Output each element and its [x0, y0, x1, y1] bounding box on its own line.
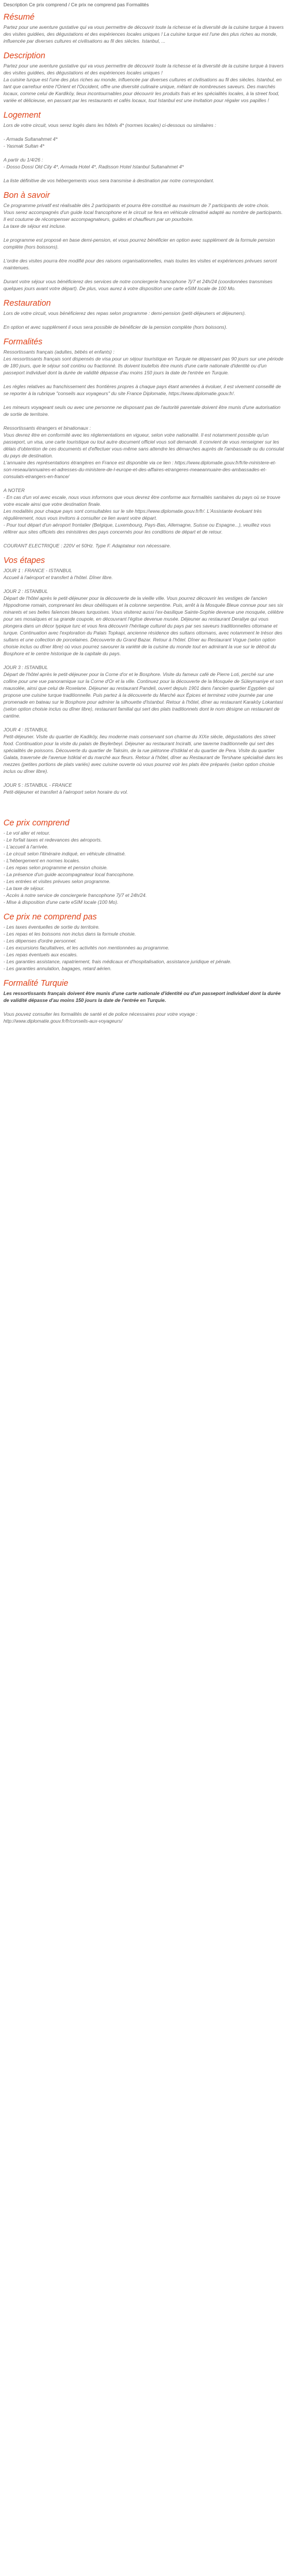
day-title: JOUR 2 : ISTANBUL [3, 588, 48, 594]
day-text: Petit-déjeuner et transfert à l'aéroport selon horaire du vol. [3, 789, 128, 795]
list-item: - Les repas selon programme et pension choisie. [3, 865, 108, 870]
bon-paragraph: Le programme est proposé en base demi-pension, et vous pourrez bénéficier en option avec supplément de la formule pension complète (hors boissons). [3, 237, 275, 250]
formalites-paragraph: - Pour tout départ d'un aéroport frontalier (Belgique, Luxembourg, Pays-Bas, Allemagne, Suisse ou Espagne...), veuillez vous référer aux sites officiels des ministères des pays concernés pour les conditions de départ et de retour. [3, 522, 271, 535]
comprend-list [3, 829, 285, 906]
logement-title: Logement [3, 111, 41, 120]
logement-hotel: - Dosso Dossi Old City 4*, Armada Hotel 4*, Radisson Hotel Istanbul Sultanahmet 4* [3, 164, 184, 170]
list-item: - Les garanties assistance, rapatriement, frais médicaux et d'hospitalisation, assistance juridique et pénale. [3, 959, 232, 964]
day-text: Départ de l'hôtel après le petit-déjeuner pour la découverte de la vieille ville. Vous pourrez découvrir les vestiges de l'ancien Hippodrome romain, comprenant les deux obélisques et la colonne serpentine. Puis, arrêt à la Mosquée Bleue connue pour ses six minarets et ses belles faïences bleues turquoises. Vous visiterez aussi l'ex-basilique Sainte-Sophie devenue une mosquée, célèbre pour ses mosaïques et sa grande coupole, en découvrant l'église devenue musée. Déjeuner au restaurant Deraliye qui vous plongera dans un décor typique turc et vous fera découvrir l'héritage culturel du pays par ses saveurs traditionnelles ottomane et turque. Continuation avec l'exploration du Palais Topkapi, ancienne résidence des sultans ottomans, avec notamment le trésor des sultans et une collection de porcelaines. Découverte du Grand Bazar. Retour à l'hôtel. Dîner au Restaurant Vogue (selon option choisie inclus ou dîner libre) où vous pourrez savourer la variété de la cuisine du monde tout en admirant la vue sur le détroit du Bosphore et le centre historique de la capitale du pays. [3, 595, 284, 656]
formalites-paragraph: - En cas d'un vol avec escale, nous vous informons que vous devrez être conforme aux formalités sanitaires du pays où se trouve votre escale ainsi que votre destination finale. [3, 494, 281, 507]
formalite-turquie-bold: Les ressortissants français doivent être munis d'une carte nationale d'identité ou d'un passeport individuel dont la durée de validité dépasse d'au moins 150 jours la date de l'entrée en Turquie. [3, 990, 281, 1003]
list-item: - La présence d'un guide accompagnateur local francophone. [3, 872, 135, 877]
bon-a-savoir-title: Bon à savoir [3, 191, 50, 200]
list-item: - Les excursions facultatives, et les activités non mentionnées au programme. [3, 945, 170, 951]
day-title: JOUR 4 : ISTANBUL [3, 727, 48, 733]
day-title: JOUR 3 : ISTANBUL [3, 664, 48, 670]
restauration-paragraph: Lors de votre circuit, vous bénéficierez des repas selon programme : demi-pension (petit-déjeuners et déjeuners). [3, 310, 246, 316]
bon-paragraph: Durant votre séjour vous bénéficierez des services de notre conciergerie francophone 7j/7 et 24h/24 (coordonnées transmises quelques jours avant votre départ). De plus, vous aurez à votre disposition une carte eSIM locale de 100 Mo. [3, 279, 272, 291]
description-title: Description [3, 51, 46, 61]
list-item: - L'accueil à l'arrivée. [3, 844, 49, 850]
list-item: - Le vol aller et retour. [3, 830, 51, 836]
logement-paragraph: Lors de votre circuit, vous serez logés dans les hôtels 4* (normes locales) ci-dessous ou similaires : [3, 122, 217, 128]
bon-paragraph: Il est coutume de récompenser accompagnateurs, guides et chauffeurs par un pourboire. [3, 216, 194, 222]
formalites-paragraph: Vous devrez être en conformité avec les réglementations en vigueur, selon votre nationalité. Il est notamment possible qu'un passeport, un visa, une carte touristique ou tout autre document officiel vous soit demandé. Il convient de vous renseigner sur les délais d'obtention de ces documents et d'effectuer vous-même sans attendre les démarches auprès de l'ambassade ou du consulat du pays de destination. [3, 432, 285, 459]
resume-title: Résumé [3, 13, 35, 22]
day-title: JOUR 5 : ISTANBUL - FRANCE [3, 782, 72, 788]
list-item: - Le forfait taxes et redevances des aéroports. [3, 837, 102, 843]
formalite-turquie-title: Formalité Turquie [3, 979, 69, 988]
restauration-title: Restauration [3, 299, 51, 308]
day-text: Accueil à l'aéroport et transfert à l'hôtel. Dîner libre. [3, 574, 113, 580]
ce-prix-comprend-title: Ce prix comprend [3, 818, 70, 828]
formalites-paragraph: Les mineurs voyageant seuls ou avec une personne ne disposant pas de l'autorité parentale doivent être munis d'une autorisation de sortie de territoire. [3, 404, 281, 417]
day-text: Départ de l'hôtel après le petit-déjeuner pour la Corne d'or et le Bosphore. Visite du fameux café de Pierre Loti, perché sur une colline pour une vue panoramique sur la Corne d'Or et la ville. Continuez pour la découverte de la Mosquée de Süleymaniye et son mausolée, ainsi que celui de Roxelane. Déjeuner au restaurant Pandeli, ouvert depuis 1901 dans l'ancien quartier Egyptien qui propose une cuisine turque traditionnelle. Puis partez à la découverte du Marché aux Épices et terminez votre journée par une promenade en bateau sur le Bosphore pour admirer la silhouette d'Istanbul. Retour à l'hôtel, dîner au restaurant Karaköy Lokantasi (selon option choisie inclus ou dîner libre), restaurant familial qui sert des plats traditionnels dont le nom désigne un restaurant de cantine. [3, 671, 283, 719]
bon-paragraph: Ce programme privatif est réalisable dès 2 participants et pourra être constitué au maximum de 7 participants de votre choix. [3, 202, 270, 208]
description-paragraph: Partez pour une aventure gustative qui va vous permettre de découvrir toute la richesse et la diversité de la cuisine turque à travers des visites guidées, des dégustations et des expériences locales uniques ! [3, 63, 284, 76]
courant-electrique: COURANT ELECTRIQUE : 220V et 50Hz. Type F. Adaptateur non nécessaire. [3, 543, 171, 549]
logement-hotel: - Yasmak Sultan 4* [3, 143, 44, 149]
list-item: - Les repas et les boissons non inclus dans la formule choisie. [3, 931, 136, 937]
list-item: - Le circuit selon l'itinéraire indiqué, en véhicule climatisé. [3, 851, 126, 857]
bon-paragraph: La taxe de séjour est incluse. [3, 223, 66, 229]
list-item: - Les dépenses d'ordre personnel. [3, 938, 77, 944]
vos-etapes-title: Vos étapes [3, 556, 46, 565]
logement-paragraph: A partir du 1/4/26 : [3, 157, 43, 163]
list-item: - Mise à disposition d'une carte eSIM locale (100 Mo). [3, 899, 119, 905]
list-item: - La taxe de séjour. [3, 885, 45, 891]
formalite-turquie-text: Vous pouvez consulter les formalités de santé et de police nécessaires pour votre voyage : http://www.diplomatie.gouv.fr/fr/conseils-aux-voyageurs/ [3, 1011, 198, 1024]
bon-paragraph: Vous serez accompagnés d'un guide local francophone et le circuit se fera en véhicule climatisé adapté au nombre de participants. [3, 209, 283, 215]
description-paragraph: La cuisine turque est l'une des plus riches au monde, influencée par diverses cultures et civilisations au fil des siècles. Istanbul, en tant que carrefour entre l'Orient et l'Occident, offre une diversité culinaire unique, mêlant de nombreuses saveurs. Des marchés locaux, comme celui de Kardiköy, lieux incontournables pour découvrir les produits frais et les spécialités locales, à la street food, variée et délicieuse, en passant par les restaurants et cafés locaux, tout Istanbul est une invitation pour régaler vos papilles ! [3, 77, 282, 103]
list-item: - Les entrées et visites prévues selon programme. [3, 878, 111, 884]
list-item: - Les repas éventuels aux escales. [3, 952, 78, 957]
resume-text: Partez pour une aventure gustative qui va vous permettre de découvrir toute la richesse et la diversité de la cuisine turque à travers des visites guidées, des dégustations et des expériences locales uniques ! La cuisine turque est l'une des plus riches au monde, influencée par diverses cultures et civilisations au fil des siècles. Istanbul, ... [3, 24, 284, 44]
bon-paragraph: L'ordre des visites pourra être modifié pour des raisons organisationnelles, mais toutes les visites et expériences prévues seront maintenues. [3, 258, 277, 271]
formalites-paragraph: L'annuaire des représentations étrangères en France est disponible via ce lien : https://www.diplomatie.gouv.fr/fr/le-ministere-et-son-reseau/annuaires-et-adresses-du-ministere-de-l-europe-et-des-affaires-etrangeres-meaeannuaire-des-ambassades-et-consulats-etrangers-en-france/ [3, 460, 276, 479]
logement-paragraph: La liste définitive de vos hébergements vous sera transmise à destination par notre correspondant. [3, 178, 214, 183]
formalites-title: Formalités [3, 337, 43, 347]
formalites-note-heading: A NOTER [3, 487, 25, 493]
ne-comprend-list [3, 923, 285, 972]
list-item: - Accès à notre service de conciergerie francophone 7j/7 et 24h/24. [3, 892, 147, 898]
formalites-paragraph: Ressortissants français (adultes, bébés et enfants) : [3, 349, 115, 355]
formalites-paragraph: Les modalités pour chaque pays sont consultables sur le site https://www.diplomatie.gouv.fr/fr/. L'Assistante évoluant très régulièrement, nous vous invitons à consulter ce lien avant votre départ. [3, 508, 262, 521]
list-item: - L'hébergement en normes locales. [3, 858, 81, 863]
restauration-paragraph: En option et avec supplément il vous sera possible de bénéficier de la pension complète (hors boissons). [3, 324, 228, 330]
page-content [0, 0, 288, 1024]
formalites-paragraph: Les ressortissants français sont dispensés de visa pour un séjour touristique en Turquie ne dépassant pas 90 jours sur une période de 180 jours, que le séjour soit continu ou fractionné. Ils doivent toutefois être munis d'une carte nationale d'identité ou d'un passeport individuel dont la durée de validité dépasse d'au moins 150 jours la date de l'entrée en Turquie. [3, 356, 283, 375]
page-tabs-line: Description Ce prix comprend / Ce prix ne comprend pas Formalités [3, 2, 149, 7]
ce-prix-ne-comprend-pas-title: Ce prix ne comprend pas [3, 913, 97, 922]
day-text: Petit-déjeuner. Visite du quartier de Kadiköy, lieu moderne mais conservant son charme du XIXe siècle, dégustations des street food. Continuation pour la visite du palais de Beylerbeyi. Déjeuner au restaurant Inciralti, une taverne traditionnelle qui sert des spécialités de poissons. Découverte du quartier de Taksim, de la rue piétonne d'Istiklal et du quartier de Pera. Visite du quartier Galata, traversée de l'avenue Istiklal et du marché aux fleurs. Retour à l'hôtel, dîner au Restaurant de Tershane spécialisé dans les mezzes (petites portions de plats variés) avec cuisine ouverte où vous pourrez voir les plats être préparés (selon option choisie inclus ou dîner libre). [3, 734, 283, 774]
formalites-paragraph: Les règles relatives au franchissement des frontières propres à chaque pays étant amenées à évoluer, il est vivement conseillé de se reporter à la rubrique "conseils aux voyageurs" du site France Diplomatie, https://www.diplomatie.gouv.fr/. [3, 384, 281, 396]
logement-hotel: - Armada Sultanahmet 4* [3, 136, 58, 142]
formalites-paragraph: Ressortissants étrangers et binationaux : [3, 425, 91, 431]
list-item: - Les garanties annulation, bagages, retard aérien. [3, 966, 112, 971]
list-item: - Les taxes éventuelles de sortie du territoire. [3, 924, 100, 930]
day-title: JOUR 1 : FRANCE - ISTANBUL [3, 568, 72, 573]
